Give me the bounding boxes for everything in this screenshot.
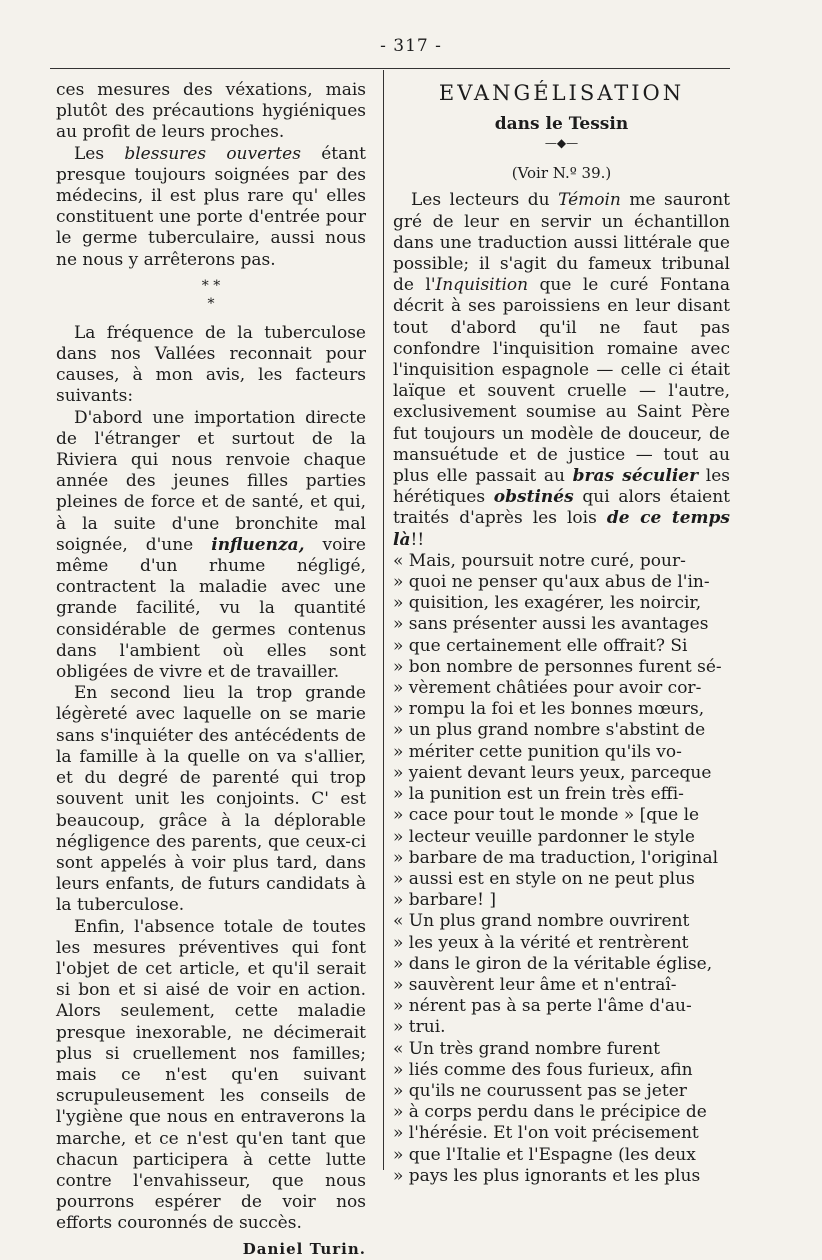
text-run: qui alors étaient traités d'après les lois: [393, 487, 731, 529]
paragraph: Enfin, l'absence totale de toutes les mesures préventives qui font l'objet de cet article, et qu'il serait si bon et si aisé de voir en action. Alors seulement, cette maladie presque inexorable, ne décimerait plus si cruellement nos familles; mais ce n'est qu'en suivant scrupuleusement les conseils de l'ygiène que nous en entraverons la marche, et ce n'est qu'en tant que chacun participera à cette lutte contre l'envahisseur, que nous pourrons espérer de voir nos efforts couronnés de succès.: [56, 916, 366, 1234]
page-number: - 317 -: [380, 36, 442, 56]
quote-block: [393, 911, 730, 1038]
quote-line: » qu'ils ne courussent pas se jeter: [393, 1080, 687, 1101]
quote-line: » que certainement elle offrait? Si: [393, 635, 688, 656]
quote-line: » sans présenter aussi les avantages: [393, 614, 709, 635]
quote-line: « Un très grand nombre furent: [393, 1038, 660, 1059]
quote-line: » rompu la foi et les bonnes mœurs,: [393, 699, 705, 720]
author-signature: Daniel Turin.: [242, 1239, 366, 1258]
section-reference: (Voir N.º 39.): [511, 164, 612, 183]
text-run: étant presque toujours soignées par des médecins, il est plus rare qu' elles constituent une porte d'entrée pour le germe tuberculaire, aussi nous ne nous y arrêterons pas.: [56, 143, 367, 270]
quote-block: [393, 551, 730, 911]
quote-line: » aussi est en style on ne peut plus: [393, 868, 695, 889]
quote-line: » cace pour tout le monde » [que le: [393, 805, 700, 826]
section-title: EVANGÉLISATION: [438, 81, 685, 105]
emphasis-text: blessures ouvertes: [124, 143, 301, 164]
emphasis-text: Inquisition: [435, 275, 529, 296]
paragraph: La fréquence de la tuberculose dans nos Vallées reconnait pour causes, à mon avis, les facteurs suivants:: [56, 322, 366, 407]
text-run: Les: [74, 143, 125, 164]
quote-line: » dans le giron de la véritable église,: [393, 953, 713, 974]
quote-line: » lecteur veuille pardonner le style: [393, 826, 695, 847]
ornament-divider: —◆—: [544, 136, 579, 151]
quote-line: » l'hérésie. Et l'on voit précisement: [393, 1123, 699, 1144]
quote-line: « Un plus grand nombre ouvrirent: [393, 911, 690, 932]
quote-line: » mériter cette punition qu'ils vo-: [393, 741, 682, 762]
paragraph: [56, 408, 366, 684]
quote-block: [393, 1039, 730, 1187]
quote-line: « Mais, poursuit notre curé, pour-: [393, 550, 686, 571]
text-run: D'abord une importation directe de l'étranger et surtout de la Riviera qui nous renvoie chaque année des jeunes filles parties pleines de force et de santé, et qui, à la suite d'une bronchite mal soignée, d'une: [56, 407, 366, 555]
quote-line: » liés comme des fous furieux, afin: [393, 1059, 693, 1080]
quote-line: » pays les plus ignorants et les plus: [393, 1165, 701, 1186]
header-rule: [50, 68, 730, 69]
text-run: Les lecteurs du: [411, 190, 559, 211]
quote-line: » quisition, les exagérer, les noircir,: [393, 593, 702, 614]
quote-line: » un plus grand nombre s'abstint de: [393, 720, 706, 741]
section-subtitle: dans le Tessin: [494, 114, 629, 134]
quote-line: » nérent pas à sa perte l'âme d'au-: [393, 996, 692, 1017]
emphasis-text: bras séculier: [572, 466, 699, 487]
quote-line: » la punition est un frein très effi-: [393, 784, 684, 805]
paragraph: En second lieu la trop grande légèreté avec laquelle on se marie sans s'inquiéter des antécédents de la famille à la quelle on va s'allier, et du degré de parenté qui trop souvent unit les conjoints. C' est beaucoup, grâce à la déplorable négligence des parents, que ceux-ci sont appelés à voir plus tard, dans leurs enfants, de futurs candidats à la tuberculose.: [56, 683, 366, 916]
quote-line: » vèrement châtiées pour avoir cor-: [393, 678, 702, 699]
emphasis-text: influenza,: [211, 534, 305, 555]
quote-line: » barbare de ma traduction, l'original: [393, 847, 719, 868]
emphasis-text: Témoin: [558, 190, 621, 211]
paragraph: ces mesures des véxations, mais plutôt des précautions hygiéniques au profit de leurs proches.: [56, 80, 366, 143]
quote-line: » les yeux à la vérité et rentrèrent: [393, 932, 689, 953]
quote-line: » que l'Italie et l'Espagne (les deux: [393, 1144, 696, 1165]
text-run: que le curé Fontana décrit à ses paroissiens en leur disant tout d'abord qu'il ne faut pas confondre l'inquisition romaine avec l'inquisition espagnole — celle ci était laïque et souvent cruelle — l'autre, exclusivement soumise au Saint Père fut toujours un modèle de douceur, de mansuétude et de justice — tout au plus elle passait au: [393, 275, 730, 487]
emphasis-text: de ce temps là: [393, 508, 730, 550]
quote-line: » barbare! ]: [393, 890, 497, 911]
right-column: [393, 80, 730, 1187]
paragraph: [393, 190, 730, 550]
column-divider: [383, 70, 384, 1170]
quote-line: » à corps perdu dans le précipice de: [393, 1102, 707, 1123]
text-run: les hérétiques: [393, 466, 730, 508]
text-run: !!: [410, 529, 425, 550]
emphasis-text: obstinés: [493, 487, 574, 508]
quote-line: » bon nombre de personnes furent sé-: [393, 656, 722, 677]
quote-line: » quoi ne penser qu'aux abus de l'in-: [393, 572, 710, 593]
text-run: me sauront gré de leur en servir un échantillon dans une traduction aussi littérale que possible; il s'agit du fameux tribunal de l': [393, 190, 730, 296]
section-stars: * * *: [201, 277, 221, 312]
text-run: voire même d'un rhume négligé, contractent la maladie avec une grande facilité, vu la quantité considérable de germes contenus dans l'ambient où elles sont obligées de vivre et de travailler.: [56, 534, 366, 683]
quote-line: » yaient devant leurs yeux, parceque: [393, 762, 712, 783]
left-column: [56, 80, 366, 1260]
quote-line: » sauvèrent leur âme et n'entraî-: [393, 974, 677, 995]
quote-line: » trui.: [393, 1017, 446, 1038]
paragraph: [56, 144, 366, 271]
